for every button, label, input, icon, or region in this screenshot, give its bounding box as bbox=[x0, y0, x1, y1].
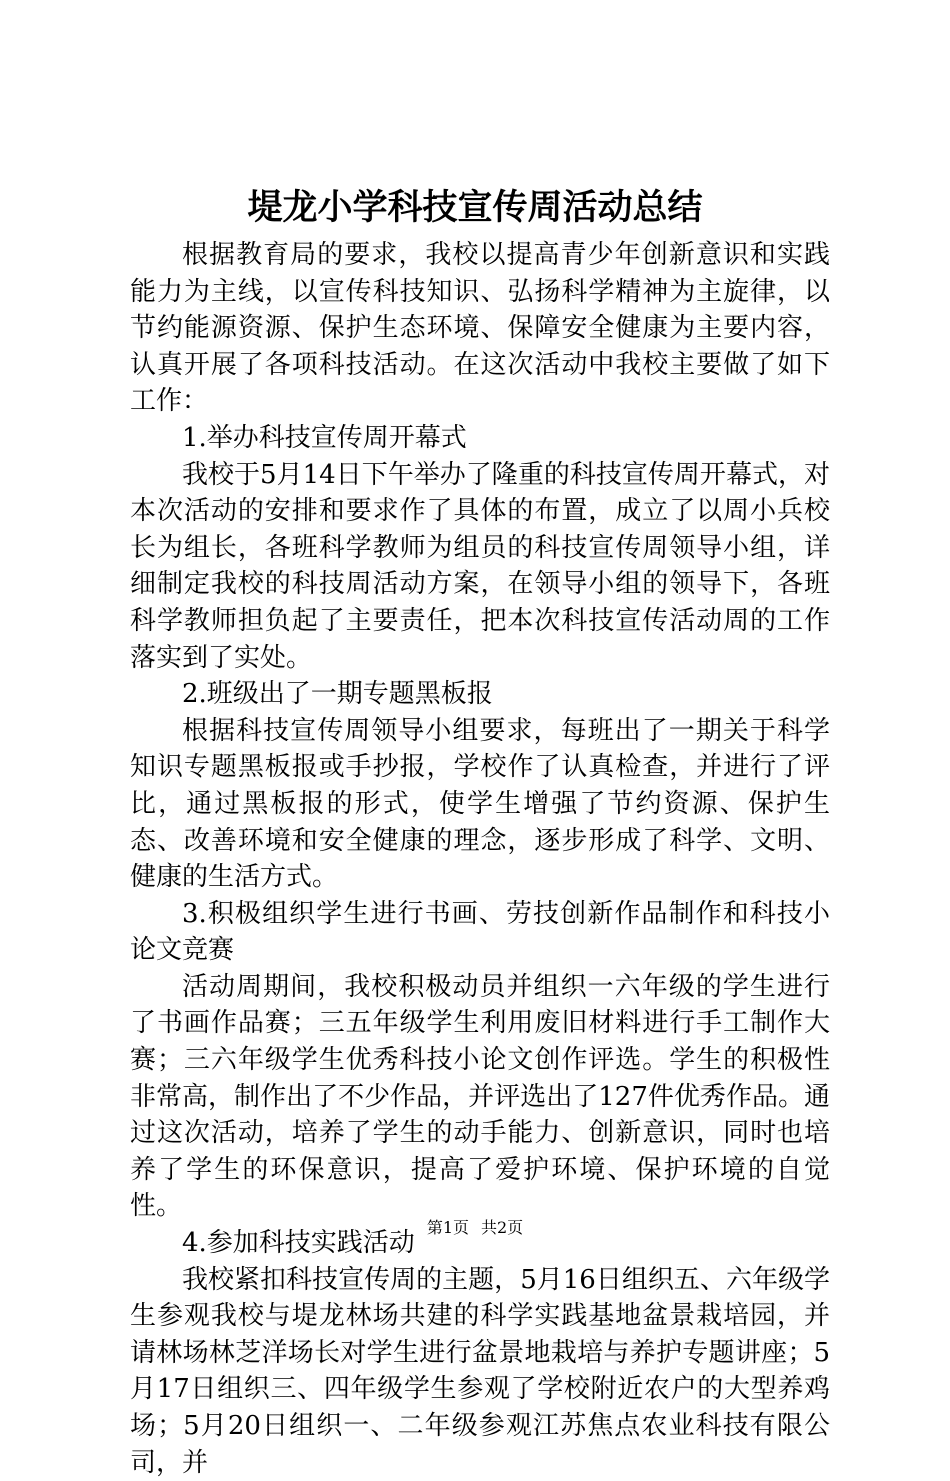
page-number-total: 共2页 bbox=[481, 1218, 524, 1237]
page-number-current: 第1页 bbox=[426, 1218, 469, 1237]
document-body bbox=[130, 237, 830, 1481]
paragraph-section-4: 我校紧扣科技宣传周的主题，5月16日组织五、六年级学生参观我校与堤龙林场共建的科学实践基地盆景栽培园，并请林场林芝洋场长对学生进行盆景地栽培与养护专题讲座；5月17日组织三、四年级学生参观了学校附近农户的大型养鸡场；5月20日组织一、二年级参观江苏焦点农业科技有限公司，并 bbox=[130, 1264, 830, 1478]
paragraph-section-3: 活动周期间，我校积极动员并组织一六年级的学生进行了书画作品赛；三五年级学生利用废旧材料进行手工制作大赛；三六年级学生优秀科技小论文创作评选。学生的积极性非常高，制作出了不少作品，并评选出了127件优秀作品。通过这次活动，培养了学生的动手能力、创新意识，同时也培养了学生的环保意识，提高了爱护环境、保护环境的自觉性。 bbox=[130, 971, 830, 1222]
paragraph-intro: 根据教育局的要求，我校以提高青少年创新意识和实践能力为主线，以宣传科技知识、弘扬科学精神为主旋律，以节约能源资源、保护生态环境、保障安全健康为主要内容，认真开展了各项科技活动。在这次活动中我校主要做了如下工作： bbox=[130, 240, 830, 417]
paragraph-section-2: 根据科技宣传周领导小组要求，每班出了一期关于科学知识专题黑板报或手抄报，学校作了认真检查，并进行了评比，通过黑板报的形式，使学生增强了节约资源、保护生态、改善环境和安全健康的理念，逐步形成了科学、文明、健康的生活方式。 bbox=[130, 715, 830, 893]
paragraph-section-1: 我校于5月14日下午举办了隆重的科技宣传周开幕式，对本次活动的安排和要求作了具体的布置，成立了以周小兵校长为组长，各班科学教师为组员的科技宣传周领导小组，详细制定我校的科技周活动方案，在领导小组的领导下，各班科学教师担负起了主要责任，把本次科技宣传活动周的工作落实到了实处。 bbox=[130, 459, 830, 673]
section-heading-1: 1.举办科技宣传周开幕式 bbox=[182, 422, 467, 453]
section-heading-2: 2.班级出了一期专题黑板报 bbox=[182, 679, 493, 710]
document-title: 堤龙小学科技宣传周活动总结 bbox=[247, 187, 703, 228]
section-heading-4: 4.参加科技实践活动 bbox=[182, 1228, 415, 1259]
section-heading-3: 3.积极组织学生进行书画、劳技创新作品制作和科技小论文竞赛 bbox=[130, 898, 830, 966]
page-footer bbox=[0, 1218, 950, 1238]
